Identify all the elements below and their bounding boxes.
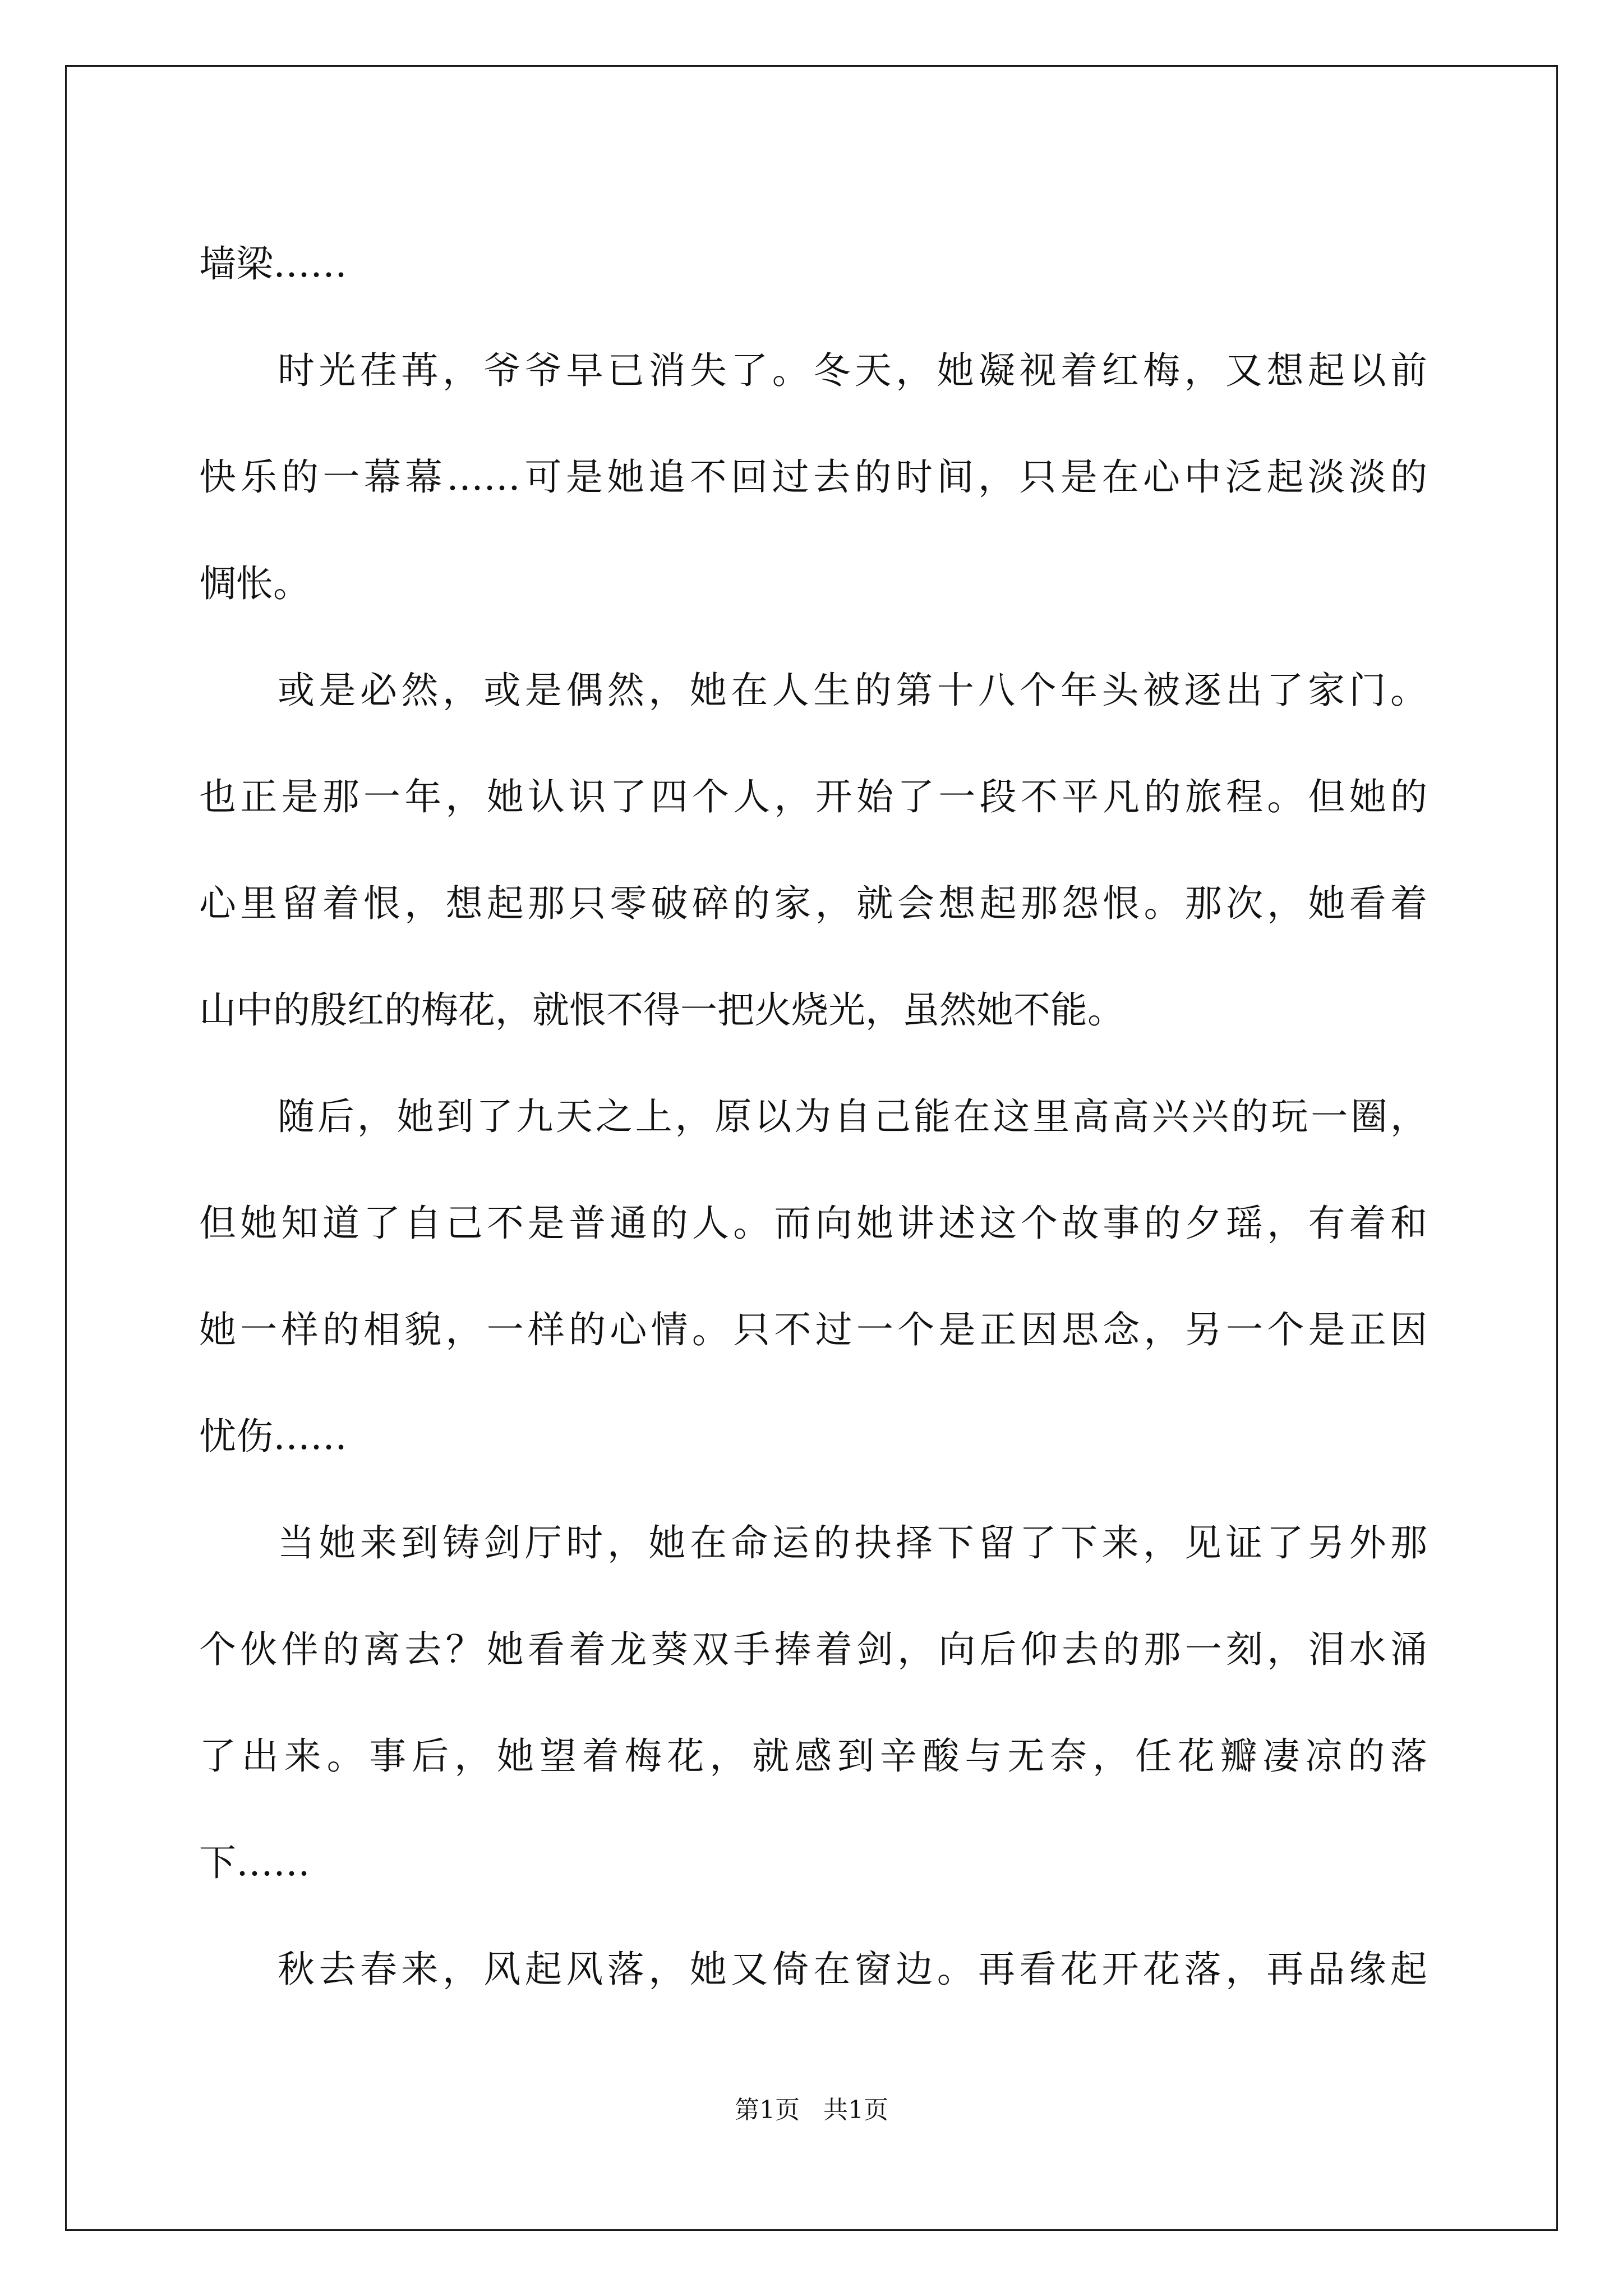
text-line: 忧伤…… — [199, 1415, 347, 1458]
text-line: 当她来到铸剑厅时，她在命运的抉择下留了下来，见证了另外那 — [278, 1521, 1427, 1565]
text-line: 墙梁…… — [199, 242, 347, 286]
text-line: 惆怅。 — [199, 562, 310, 605]
text-line: 时光荏苒，爷爷早已消失了。冬天，她凝视着红梅，又想起以前 — [278, 349, 1427, 392]
text-line: 山中的殷红的梅花，就恨不得一把火烧光，虽然她不能。 — [199, 988, 1124, 1032]
text-line: 个伙伴的离去？她看着龙葵双手捧着剑，向后仰去的那一刻，泪水涌 — [199, 1628, 1427, 1671]
text-line: 了出来。事后，她望着梅花，就感到辛酸与无奈，任花瓣凄凉的落 — [199, 1734, 1427, 1778]
text-line: 她一样的相貌，一样的心情。只不过一个是正因思念，另一个是正因 — [199, 1308, 1427, 1351]
text-line: 心里留着恨，想起那只零破碎的家，就会想起那怨恨。那次，她看着 — [199, 882, 1427, 925]
page-number: 第1页 — [735, 2096, 800, 2124]
text-line: 或是必然，或是偶然，她在人生的第十八个年头被逐出了家门。 — [278, 669, 1427, 712]
text-line: 快乐的一幕幕……可是她追不回过去的时间，只是在心中泛起淡淡的 — [199, 455, 1427, 499]
page-total: 共1页 — [823, 2096, 888, 2124]
text-line: 下…… — [199, 1841, 310, 1884]
text-line: 秋去春来，风起风落，她又倚在窗边。再看花开花落，再品缘起 — [278, 1948, 1427, 1991]
document-body — [199, 211, 1427, 2023]
text-line: 但她知道了自己不是普通的人。而向她讲述这个故事的夕瑶，有着和 — [199, 1202, 1427, 1245]
text-line: 随后，她到了九天之上，原以为自己能在这里高高兴兴的玩一圈， — [278, 1095, 1427, 1138]
page-footer — [0, 2090, 1623, 2125]
text-line: 也正是那一年，她认识了四个人，开始了一段不平凡的旅程。但她的 — [199, 775, 1427, 818]
